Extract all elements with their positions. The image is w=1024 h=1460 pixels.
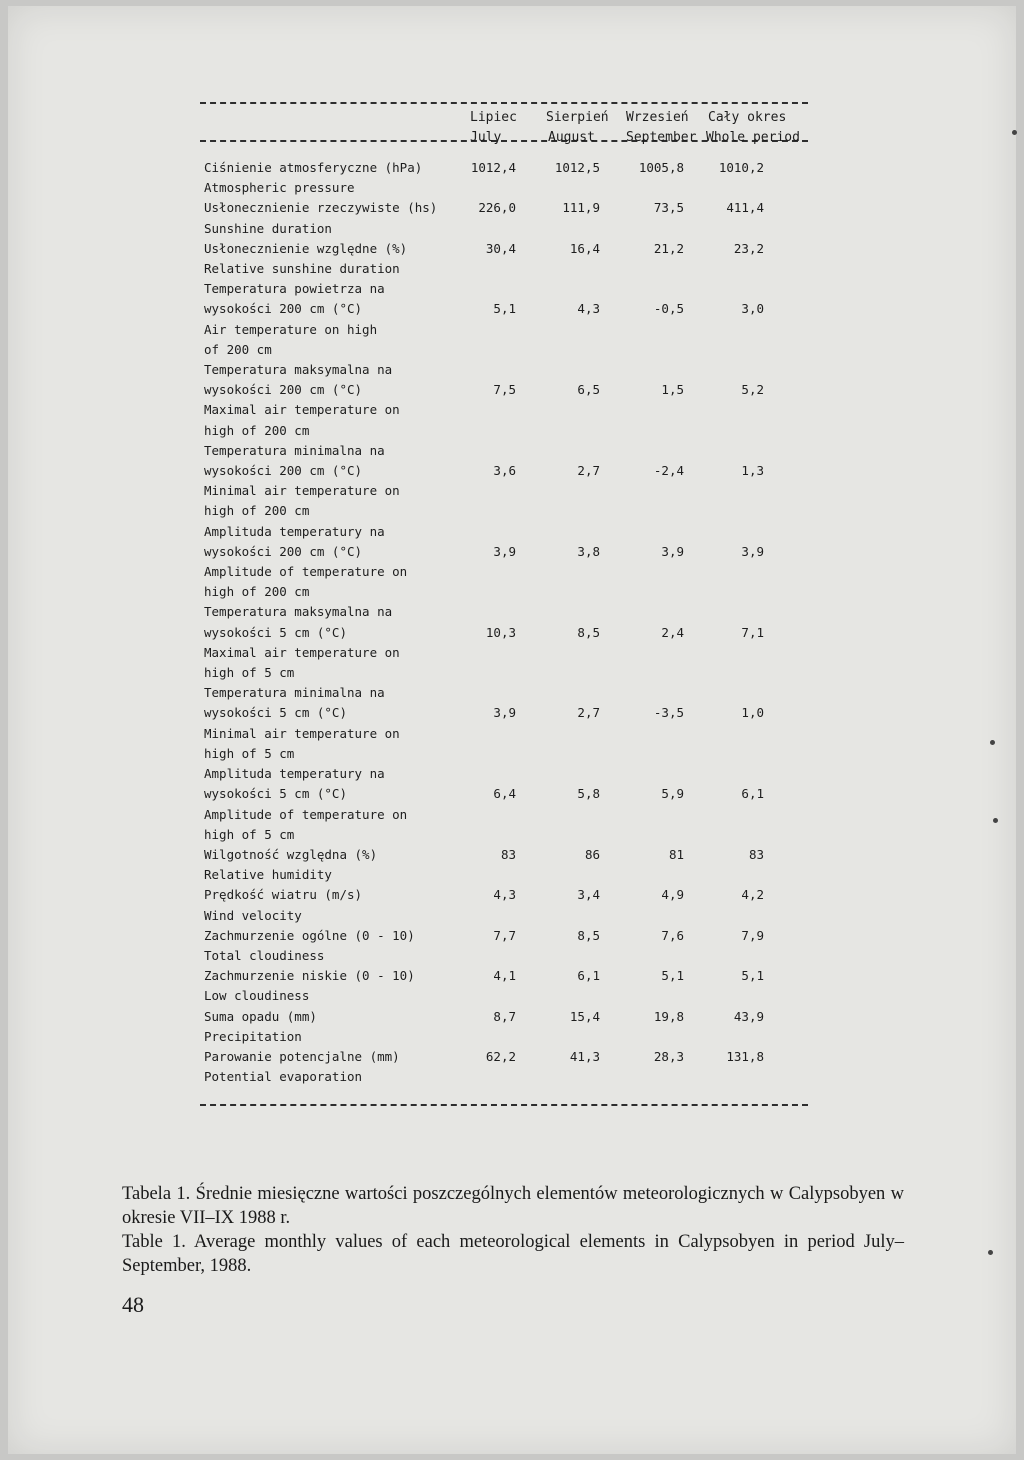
table-cell: 7,5 bbox=[493, 382, 516, 398]
table-cell: -2,4 bbox=[653, 463, 684, 479]
row-label-line: Zachmurzenie niskie (0 - 10) bbox=[204, 968, 415, 984]
row-label-line: Sunshine duration bbox=[204, 220, 332, 236]
row-label-line: high of 200 cm bbox=[204, 422, 310, 438]
row-label bbox=[204, 441, 484, 522]
table-cell: -3,5 bbox=[653, 705, 684, 721]
table-cell: 81 bbox=[668, 846, 684, 862]
table-cell: 8,7 bbox=[493, 1008, 516, 1024]
row-label-line: of 200 cm bbox=[204, 341, 272, 357]
table-cell: 3,6 bbox=[493, 463, 516, 479]
row-label bbox=[204, 158, 484, 198]
row-label-line: wysokości 5 cm (°C) bbox=[204, 705, 347, 721]
table-caption bbox=[122, 1182, 904, 1278]
table-cell: 4,9 bbox=[661, 887, 684, 903]
table-cell: 2,4 bbox=[661, 624, 684, 640]
row-label-line: wysokości 200 cm (°C) bbox=[204, 301, 363, 317]
row-label-line: Amplituda temperatury na bbox=[204, 523, 385, 539]
row-label-line: Prędkość wiatru (m/s) bbox=[204, 887, 363, 903]
table-cell: 4,1 bbox=[493, 968, 516, 984]
table-cell: 10,3 bbox=[485, 624, 516, 640]
table-cell: 83 bbox=[748, 846, 764, 862]
row-label bbox=[204, 1047, 484, 1087]
row-label-line: Temperatura maksymalna na bbox=[204, 604, 393, 620]
table-cell: 5,8 bbox=[577, 786, 600, 802]
table-cell: 19,8 bbox=[653, 1008, 684, 1024]
row-label-line: Ciśnienie atmosferyczne (hPa) bbox=[204, 160, 423, 175]
row-label-line: Zachmurzenie ogólne (0 - 10) bbox=[204, 927, 415, 943]
col-august-en: August bbox=[548, 130, 595, 145]
row-label-line: Minimal air temperature on bbox=[204, 483, 400, 499]
row-label bbox=[204, 239, 484, 279]
table-cell: 7,9 bbox=[741, 927, 764, 943]
row-label-line: wysokości 5 cm (°C) bbox=[204, 624, 347, 640]
row-label bbox=[204, 360, 484, 441]
row-label-line: Usłonecznienie względne (%) bbox=[204, 240, 408, 256]
table-row bbox=[204, 1007, 784, 1047]
row-label-line: Amplitude of temperature on bbox=[204, 806, 408, 822]
row-label bbox=[204, 683, 484, 764]
table-cell: 5,2 bbox=[741, 382, 764, 398]
row-label-line: Amplituda temperatury na bbox=[204, 766, 385, 782]
table-cell: 3,4 bbox=[577, 887, 600, 903]
row-label-line: Wind velocity bbox=[204, 907, 302, 923]
table-cell: 5,1 bbox=[493, 301, 516, 317]
table-cell: 5,1 bbox=[741, 968, 764, 984]
table-cell: 7,6 bbox=[661, 927, 684, 943]
page-number: 48 bbox=[122, 1292, 144, 1317]
row-label-line: Maximal air temperature on bbox=[204, 644, 400, 660]
scan-speck bbox=[990, 740, 995, 745]
table-cell: 7,7 bbox=[493, 927, 516, 943]
col-july-en: July bbox=[470, 130, 502, 145]
table-row bbox=[204, 683, 784, 764]
table-row bbox=[204, 279, 784, 360]
table-row bbox=[204, 1047, 784, 1087]
table-top-rule bbox=[200, 102, 808, 104]
table-cell: 411,4 bbox=[726, 200, 764, 216]
col-september-pl: Wrzesień bbox=[626, 110, 689, 125]
table-row bbox=[204, 360, 784, 441]
table-cell: 6,4 bbox=[493, 786, 516, 802]
row-label-line: Air temperature on high bbox=[204, 321, 378, 337]
table-cell: 16,4 bbox=[569, 240, 600, 256]
table-row bbox=[204, 441, 784, 522]
table-cell: 1012,5 bbox=[554, 160, 600, 175]
table-cell: 1005,8 bbox=[638, 160, 684, 175]
table-cell: 6,1 bbox=[577, 968, 600, 984]
row-label bbox=[204, 279, 484, 360]
table-cell: 8,5 bbox=[577, 624, 600, 640]
row-label-line: high of 5 cm bbox=[204, 826, 295, 842]
row-label-line: high of 200 cm bbox=[204, 584, 310, 600]
row-label bbox=[204, 198, 484, 238]
row-label-line: Temperatura powietrza na bbox=[204, 281, 385, 297]
table-cell: 8,5 bbox=[577, 927, 600, 943]
row-label-line: Precipitation bbox=[204, 1028, 302, 1044]
caption-english: Table 1. Average monthly values of each meteorological elements in Calypsobyen in period July–September, 1988. bbox=[122, 1232, 904, 1276]
table-cell: 30,4 bbox=[485, 240, 516, 256]
row-label-line: Amplitude of temperature on bbox=[204, 564, 408, 580]
table-cell: 83 bbox=[500, 846, 516, 862]
table-row bbox=[204, 198, 784, 238]
row-label bbox=[204, 845, 484, 885]
row-label-line: high of 5 cm bbox=[204, 745, 295, 761]
row-label-line: Parowanie potencjalne (mm) bbox=[204, 1048, 400, 1064]
row-label-line: Relative sunshine duration bbox=[204, 261, 400, 277]
caption-polish: Tabela 1. Średnie miesięczne wartości poszczególnych elementów meteorologicznych w Calypsobyen w okresie VII–IX 1988 r. bbox=[122, 1184, 904, 1228]
row-label bbox=[204, 522, 484, 603]
col-september-en: September bbox=[626, 130, 697, 145]
row-label-line: Atmospheric pressure bbox=[204, 180, 355, 196]
table-cell: 4,2 bbox=[741, 887, 764, 903]
table-row bbox=[204, 522, 784, 603]
row-label-line: Relative humidity bbox=[204, 867, 332, 883]
row-label-line: Temperatura maksymalna na bbox=[204, 362, 393, 378]
table-cell: 2,7 bbox=[577, 705, 600, 721]
table-row bbox=[204, 926, 784, 966]
row-label-line: high of 200 cm bbox=[204, 503, 310, 519]
row-label-line: wysokości 200 cm (°C) bbox=[204, 543, 363, 559]
row-label bbox=[204, 885, 484, 925]
scan-speck bbox=[988, 1250, 993, 1255]
table-cell: -0,5 bbox=[653, 301, 684, 317]
table-cell: 1012,4 bbox=[470, 160, 516, 175]
table-cell: 41,3 bbox=[569, 1048, 600, 1064]
table-cell: 3,9 bbox=[741, 543, 764, 559]
table-cell: 3,9 bbox=[493, 543, 516, 559]
row-label-line: wysokości 200 cm (°C) bbox=[204, 463, 363, 479]
table-cell: 21,2 bbox=[653, 240, 684, 256]
table-row bbox=[204, 602, 784, 683]
row-label-line: Potential evaporation bbox=[204, 1069, 363, 1085]
table-cell: 131,8 bbox=[726, 1048, 764, 1064]
row-label bbox=[204, 602, 484, 683]
row-label bbox=[204, 764, 484, 845]
row-label-line: wysokości 5 cm (°C) bbox=[204, 786, 347, 802]
table-bottom-rule bbox=[200, 1104, 808, 1106]
row-label-line: wysokości 200 cm (°C) bbox=[204, 382, 363, 398]
table-cell: 5,1 bbox=[661, 968, 684, 984]
table-cell: 62,2 bbox=[485, 1048, 516, 1064]
table-row bbox=[204, 885, 784, 925]
table-cell: 226,0 bbox=[478, 200, 516, 216]
scan-speck bbox=[1012, 130, 1017, 135]
row-label-line: high of 5 cm bbox=[204, 665, 295, 681]
table-cell: 28,3 bbox=[653, 1048, 684, 1064]
table-cell: 2,7 bbox=[577, 463, 600, 479]
table-row bbox=[204, 966, 784, 1006]
table-cell: 4,3 bbox=[577, 301, 600, 317]
col-whole-en: Whole period bbox=[706, 130, 800, 145]
row-label bbox=[204, 1007, 484, 1047]
col-whole-pl: Cały okres bbox=[708, 110, 787, 125]
table-cell: 6,1 bbox=[741, 786, 764, 802]
row-label-line: Usłonecznienie rzeczywiste (hs) bbox=[204, 200, 438, 216]
table-cell: 111,9 bbox=[562, 200, 600, 216]
row-label-line: Total cloudiness bbox=[204, 947, 325, 963]
col-july-pl: Lipiec bbox=[470, 110, 517, 125]
table-row bbox=[204, 764, 784, 845]
table-cell: 3,9 bbox=[493, 705, 516, 721]
row-label-line: Low cloudiness bbox=[204, 988, 310, 1004]
table-cell: 1,3 bbox=[741, 463, 764, 479]
table-row bbox=[204, 158, 784, 198]
meteorological-table bbox=[204, 158, 784, 1087]
row-label-line: Temperatura minimalna na bbox=[204, 685, 385, 701]
table-row bbox=[204, 239, 784, 279]
table-cell: 1010,2 bbox=[718, 160, 764, 175]
table-cell: 43,9 bbox=[733, 1008, 764, 1024]
row-label bbox=[204, 966, 484, 1006]
col-august-pl: Sierpień bbox=[546, 110, 609, 125]
table-cell: 1,5 bbox=[661, 382, 684, 398]
table-cell: 3,9 bbox=[661, 543, 684, 559]
table-cell: 6,5 bbox=[577, 382, 600, 398]
row-label-line: Wilgotność względna (%) bbox=[204, 846, 378, 862]
table-cell: 5,9 bbox=[661, 786, 684, 802]
table-cell: 3,8 bbox=[577, 543, 600, 559]
table-cell: 3,0 bbox=[741, 301, 764, 317]
table-cell: 1,0 bbox=[741, 705, 764, 721]
scan-speck bbox=[993, 818, 998, 823]
row-label-line: Minimal air temperature on bbox=[204, 725, 400, 741]
table-cell: 4,3 bbox=[493, 887, 516, 903]
row-label bbox=[204, 926, 484, 966]
table-cell: 7,1 bbox=[741, 624, 764, 640]
table-row bbox=[204, 845, 784, 885]
row-label-line: Suma opadu (mm) bbox=[204, 1008, 317, 1024]
table-cell: 23,2 bbox=[733, 240, 764, 256]
row-label-line: Temperatura minimalna na bbox=[204, 442, 385, 458]
table-cell: 86 bbox=[584, 846, 600, 862]
table-cell: 73,5 bbox=[653, 200, 684, 216]
row-label-line: Maximal air temperature on bbox=[204, 402, 400, 418]
table-cell: 15,4 bbox=[569, 1008, 600, 1024]
